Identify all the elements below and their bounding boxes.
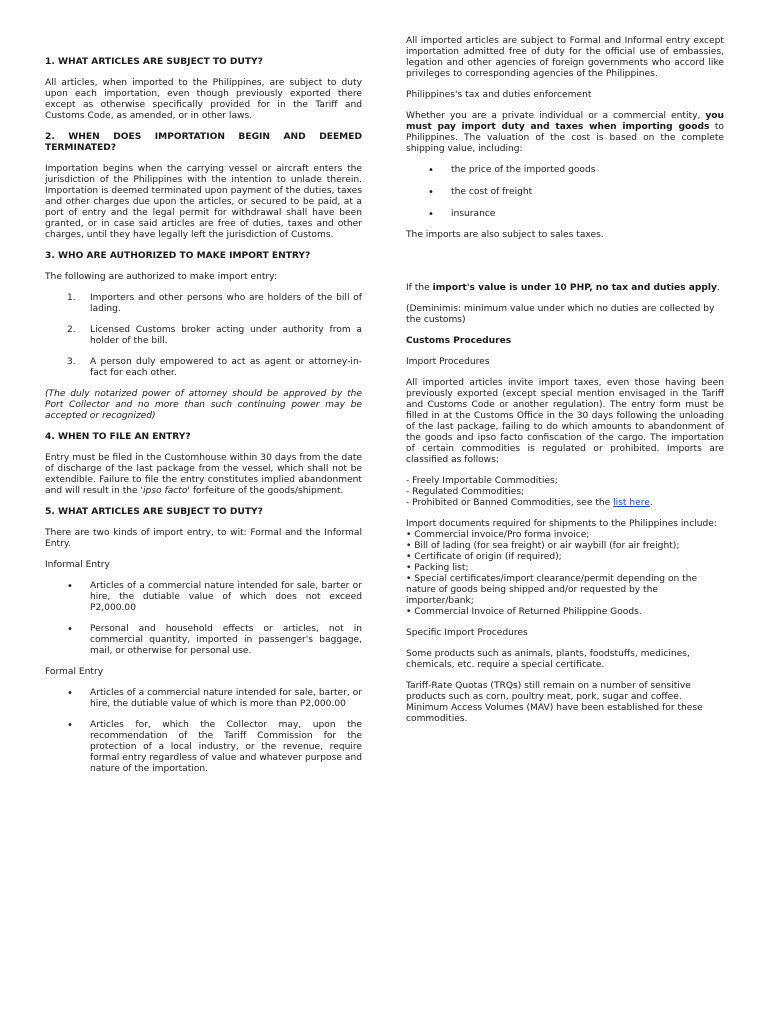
left-column: [45, 57, 362, 785]
list-item: • Commercial Invoice of Returned Philippine Goods.: [406, 607, 642, 617]
list-item: • insurance: [428, 209, 496, 220]
paragraph-q2: Importation begins when the carrying vessel or aircraft enters the jurisdiction of the Philippines with the intention to unlade therein. Importation is deemed terminated upon payment of the duties, taxes and other charges due upon the articles, or secured to be paid, at a port of entry and the legal permit for withdrawal shall have been granted, or in case said articles are free of duties, taxes and other charges, until they have legally left the jurisdiction of Customs.: [45, 164, 362, 240]
list-item: 3. A person duly empowered to act as agent or attorney-in-fact for each other.: [67, 357, 362, 378]
deminimis-threshold: If the import's value is under 10 PHP, no tax and duties apply.: [406, 283, 720, 293]
sales-tax-note: The imports are also subject to sales taxes.: [406, 230, 604, 240]
list-item: • Personal and household effects or articles, not in commercial quantity, imported in passenger's baggage, mail, or otherwise for personal use.: [67, 624, 362, 656]
formal-entry-list: [45, 688, 362, 775]
list-item: • Certificate of origin (if required);: [406, 552, 562, 562]
heading-import-procedures: Import Procedures: [406, 357, 490, 367]
docs-intro: Import documents required for shipments to the Philippines include:: [406, 519, 717, 529]
list-item: • Articles of a commercial nature intended for sale, barter, or hire, the dutiable value of which is more than P2,000.00: [67, 688, 362, 709]
paragraph-q5: There are two kinds of import entry, to wit: Formal and the Informal Entry.: [45, 528, 362, 549]
list-item: • Articles of a commercial nature intended for sale, barter or hire, the dutiable value of which does not exceed P2,000.00: [67, 581, 362, 613]
paragraph-q1: All articles, when imported to the Philippines, are subject to duty upon each importation, even though previously exported there except as otherwise specifically provided for in the Tariff and Customs Code, as amended, or in other laws.: [45, 78, 362, 121]
paragraph-q4: Entry must be filed in the Customhouse within 30 days from the date of discharge of the last package from the vessel, which shall not be extendible. Failure to file the entry constitutes implied abandonment and will result in the 'ipso facto' forfeiture of the goods/shipment.: [45, 453, 362, 496]
informal-entry-list: [45, 581, 362, 657]
attorney-note: (The duly notarized power of attorney should be approved by the Port Collector and no more than such continuing power may be accepted or recognized): [45, 389, 362, 421]
prohibited-list-link[interactable]: list here: [613, 498, 650, 508]
paragraph-trq: Tariff-Rate Quotas (TRQs) still remain on a number of sensitive products such as corn, poultry meat, pork, sugar and coffee. Minimum Access Volumes (MAV) have been established for these commodities.: [406, 681, 703, 724]
right-column: [406, 36, 724, 735]
paragraph-q3: The following are authorized to make import entry:: [45, 272, 277, 282]
paragraph-special-certificate: Some products such as animals, plants, foodstuffs, medicines, chemicals, etc. require a special certificate.: [406, 649, 690, 670]
formal-entry-label: Formal Entry: [45, 667, 104, 677]
heading-q1: 1. WHAT ARTICLES ARE SUBJECT TO DUTY?: [45, 57, 263, 67]
classification-list: [406, 476, 724, 509]
list-item: • Articles for, which the Collector may, upon the recommendation of the Tariff Commission for the protection of a local industry, or the revenue, require formal entry regardless of value and whatever purpose and nature of the importation.: [67, 720, 362, 774]
list-item: • the cost of freight: [428, 187, 533, 198]
list-item: • Special certificates/import clearance/permit depending on the nature of goods being shipped and/or requested by the importer/bank;: [406, 574, 698, 606]
heading-q4: 4. WHEN TO FILE AN ENTRY?: [45, 432, 191, 442]
section-label-enforcement: Philippines's tax and duties enforcement: [406, 90, 592, 100]
list-item: • Bill of lading (for sea freight) or air waybill (for air freight);: [406, 541, 680, 551]
heading-q2: 2. WHEN DOES IMPORTATION BEGIN AND DEEMED TERMINATED?: [45, 132, 362, 153]
heading-specific-procedures: Specific Import Procedures: [406, 628, 528, 638]
list-item: • the price of the imported goods: [428, 165, 596, 176]
informal-entry-label: Informal Entry: [45, 560, 110, 570]
list-item: 2. Licensed Customs broker acting under authority from a holder of the bill.: [67, 325, 362, 346]
list-item: - Regulated Commodities;: [406, 487, 525, 497]
import-documents: [406, 519, 724, 618]
list-item: - Freely Importable Commodities;: [406, 476, 558, 486]
paragraph-import-taxes: All imported articles invite import taxes, even those having been previously exported (except special mention envisaged in the Tariff and Customs Code or another regulation). The entry form must be filled in at the Customs Office in the 30 days following the unloading of the last package, failing to do which amounts to abandonment of the goods and ipso facto confiscation of the cargo. The importation of certain commodities is regulated or prohibited. Imports are classified as follows:: [406, 378, 724, 465]
paragraph-formal-informal: All imported articles are subject to Formal and Informal entry except importation admitted free of duty for the official use of embassies, legation and other agencies of foreign governments who accord like privileges to corresponding agencies of the Philippines.: [406, 36, 724, 79]
list-item: 1. Importers and other persons who are holders of the bill of lading.: [67, 293, 362, 314]
heading-q5: 5. WHAT ARTICLES ARE SUBJECT TO DUTY?: [45, 507, 263, 517]
list-item: - Prohibited or Banned Commodities, see the list here.: [406, 498, 653, 508]
valuation-list: [406, 165, 724, 220]
list-item: • Commercial invoice/Pro forma invoice;: [406, 530, 590, 540]
paragraph-pay-duty: Whether you are a private individual or a commercial entity, you must pay import duty and taxes when importing goods to Philippines. The valuation of the cost is based on the complete shipping value, including:: [406, 111, 724, 154]
list-item: • Packing list;: [406, 563, 469, 573]
deminimis-note: (Deminimis: minimum value under which no duties are collected by the customs): [406, 304, 715, 325]
heading-customs-procedures: Customs Procedures: [406, 336, 512, 346]
authorized-list: [45, 293, 362, 379]
heading-q3: 3. WHO ARE AUTHORIZED TO MAKE IMPORT ENTRY?: [45, 251, 311, 261]
